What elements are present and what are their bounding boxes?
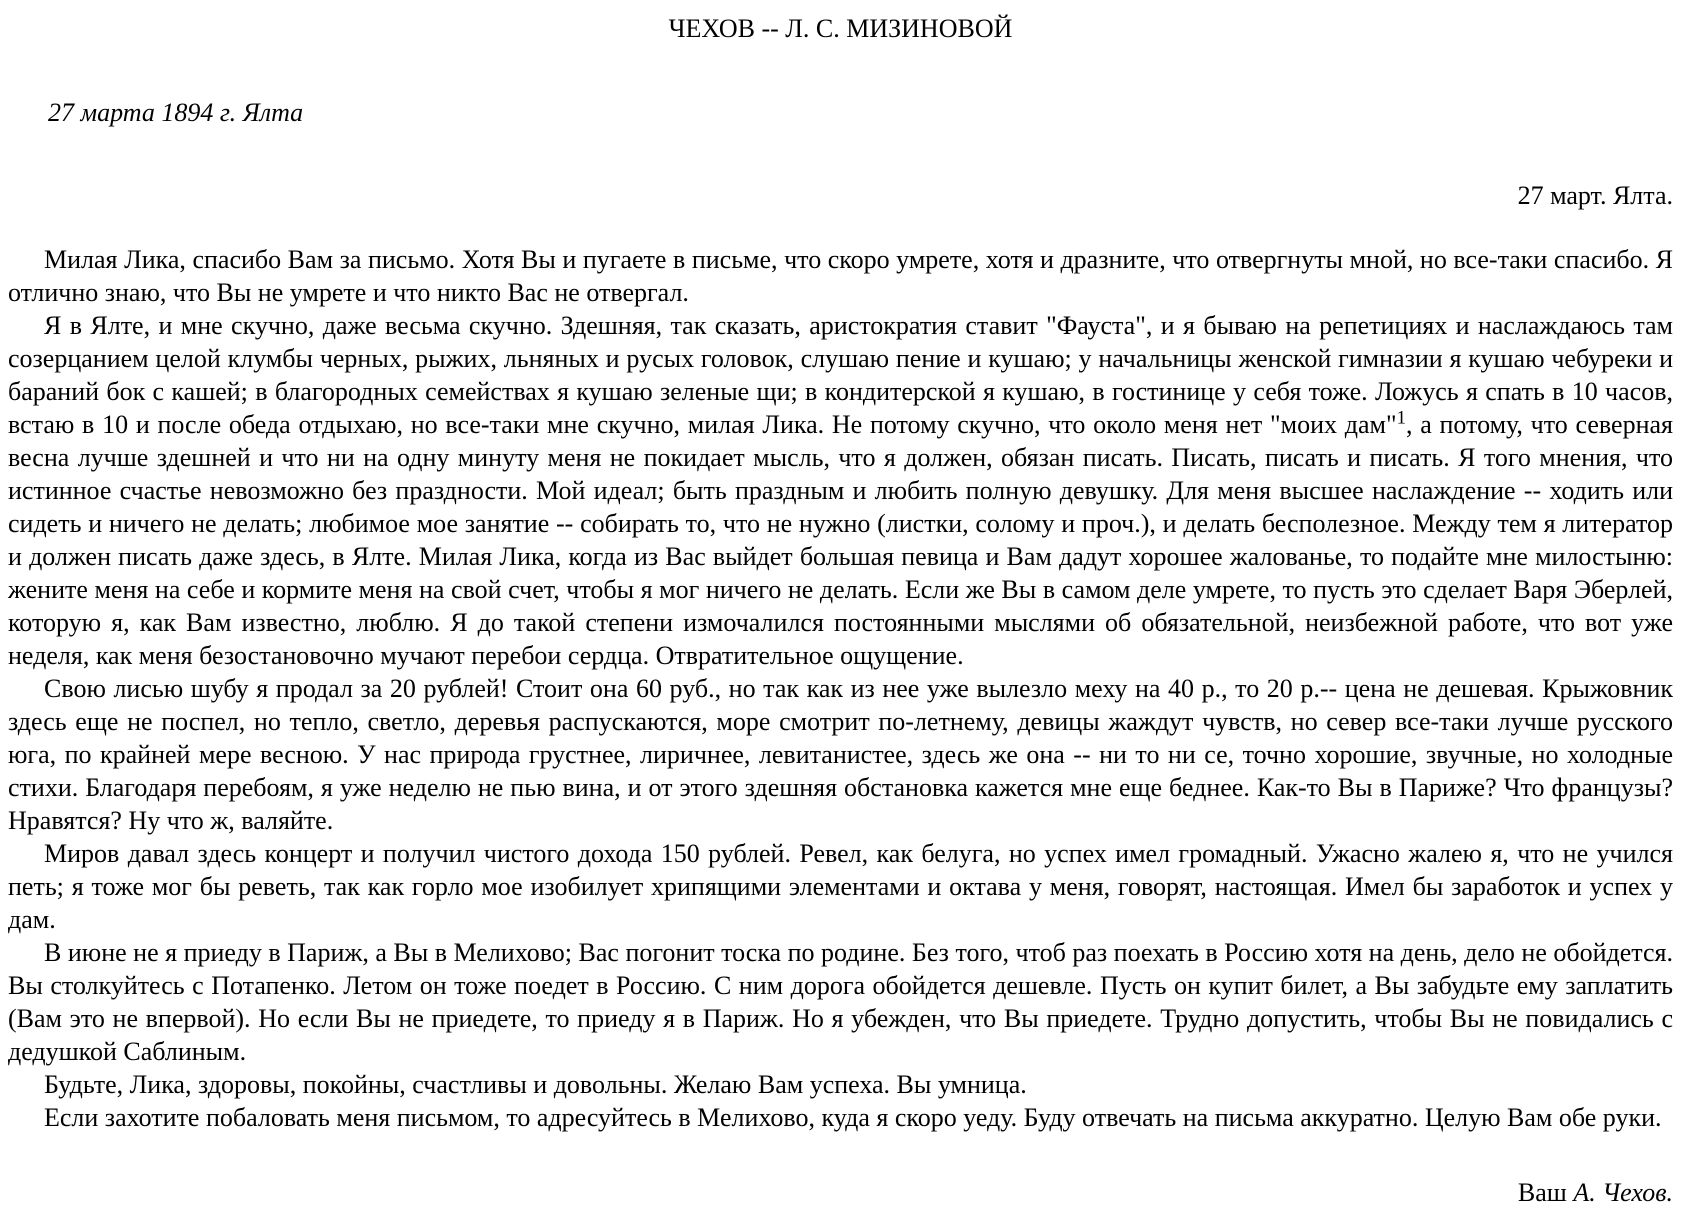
letter-title: ЧЕХОВ -- Л. С. МИЗИНОВОЙ bbox=[668, 14, 1013, 43]
paragraph-5: В июне не я приеду в Париж, а Вы в Мелихово; Вас погонит тоска по родине. Без того, чтоб раз поехать в Россию хотя на день, дело не обойдется. Вы столкуйтесь с Потапенко. Летом он тоже поедет в Россию. С ним дорога обойдется дешевле. Пусть он купит билет, а Вы забудьте ему заплатить (Вам это не впервой). Но если Вы не приедете, то приеду я в Париж. Но я убежден, что Вы приедете. Трудно допустить, чтобы Вы не повидались с дедушкой Саблиным. bbox=[8, 938, 1673, 1066]
signature-name: А. Чехов. bbox=[1573, 1178, 1673, 1207]
letter-document bbox=[8, 12, 1673, 1209]
paragraph-2-text-continued: , а потому, что северная весна лучше здешней и что ни на одну минуту меня не покидает мысль, что я должен, обязан писать. Писать, писать и писать. Я того мнения, что истинное счастье невозможно без праздности. Мой идеал; быть праздным и любить полную девушку. Для меня высшее наслаждение -- ходить или сидеть и ничего не делать; любимое мое занятие -- собирать то, что не нужно (листки, солому и проч.), и делать бесполезное. Между тем я литератор и должен писать даже здесь, в Ялте. Милая Лика, когда из Вас выйдет большая певица и Вам дадут хорошее жалованье, то подайте мне милостыню: жените меня на себе и кормите меня на свой счет, чтобы я мог ничего не делать. Если же Вы в самом деле умрете, то пусть это сделает Варя Эберлей, которую я, как Вам известно, люблю. Я до такой степени измочалился постоянными мыслями об обязательной, неизбежной работе, что вот уже неделя, как меня безостановочно мучают перебои сердца. Отвратительное ощущение. bbox=[8, 410, 1673, 670]
paragraph-1: Милая Лика, спасибо Вам за письмо. Хотя Вы и пугаете в письме, что скоро умрете, хотя и дразните, что отвергнуты мной, но все-таки спасибо. Я отлично знаю, что Вы не умрете и что никто Вас не отвергал. bbox=[8, 245, 1673, 307]
paragraph-7: Если захотите побаловать меня письмом, то адресуйтесь в Мелихово, куда я скоро уеду. Буду отвечать на письма аккуратно. Целую Вам обе руки. bbox=[44, 1103, 1662, 1132]
letter-date-place: 27 март. Ялта. bbox=[1517, 181, 1673, 210]
letter-dateline: 27 марта 1894 г. Ялта bbox=[48, 98, 304, 127]
paragraph-2 bbox=[8, 309, 1673, 672]
paragraph-4: Миров давал здесь концерт и получил чистого дохода 150 рублей. Ревел, как белуга, но успех имел громадный. Ужасно жалею я, что не учился петь; я тоже мог бы реветь, так как горло мое изобилует хрипящими элементами и октава у меня, говорят, настоящая. Имел бы заработок и успех у дам. bbox=[8, 839, 1673, 934]
signature-prefix: Ваш bbox=[1517, 1178, 1567, 1207]
signature-line bbox=[8, 1176, 1673, 1209]
paragraph-6: Будьте, Лика, здоровы, покойны, счастливы и довольны. Желаю Вам успеха. Вы умница. bbox=[44, 1070, 1027, 1099]
footnote-marker-1: 1 bbox=[1396, 407, 1406, 429]
paragraph-2-text: Я в Ялте, и мне скучно, даже весьма скучно. Здешняя, так сказать, аристократия ставит "Фауста", и я бываю на репетициях и наслаждаюсь там созерцанием целой клумбы черных, рыжих, льняных и русых головок, слушаю пение и кушаю; у начальницы женской гимназии я кушаю чебуреки и бараний бок с кашей; в благородных семействах я кушаю зеленые щи; в кондитерской я кушаю, в гостинице у себя тоже. Ложусь я спать в 10 часов, встаю в 10 и после обеда отдыхаю, но все-таки мне скучно, милая Лика. Не потому скучно, что около меня нет "моих дам" bbox=[8, 311, 1673, 439]
paragraph-3: Свою лисью шубу я продал за 20 рублей! Стоит она 60 руб., но так как из нее уже вылезло меху на 40 р., то 20 р.-- цена не дешевая. Крыжовник здесь еще не поспел, но тепло, светло, деревья распускаются, море смотрит по-летнему, девицы жаждут чувств, но север все-таки лучше русского юга, по крайней мере весною. У нас природа грустнее, лиричнее, левитанистее, здесь же она -- ни то ни се, точно хорошие, звучные, но холодные стихи. Благодаря перебоям, я уже неделю не пью вина, и от этого здешняя обстановка кажется мне еще беднее. Как-то Вы в Париже? Что французы? Нравятся? Ну что ж, валяйте. bbox=[8, 674, 1673, 835]
